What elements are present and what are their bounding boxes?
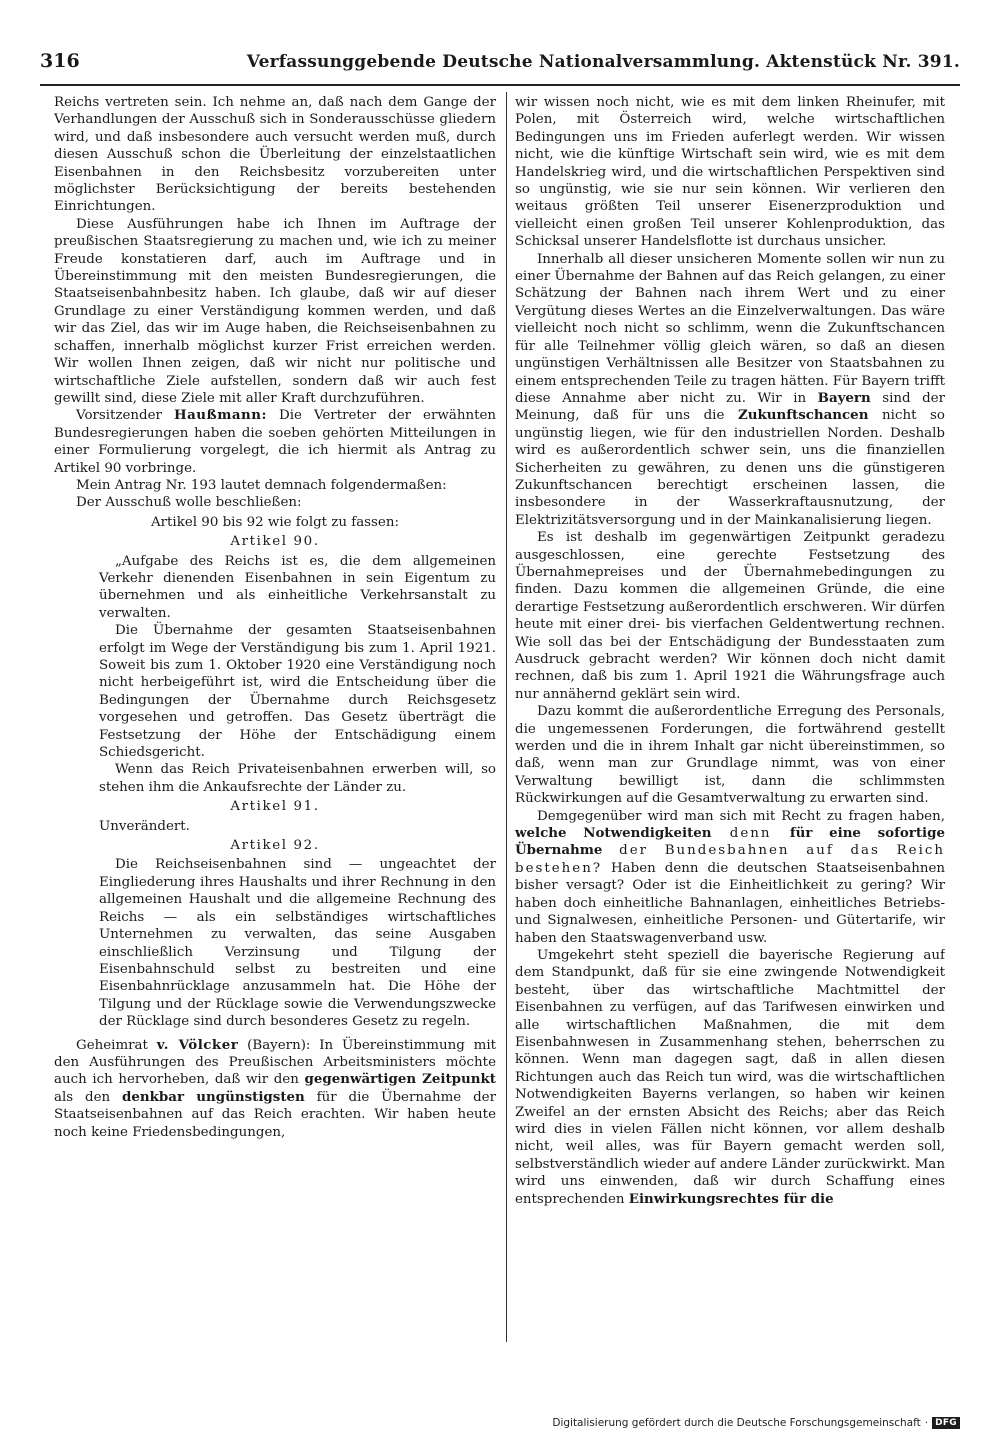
dfg-logo: DFG [932, 1417, 960, 1429]
page-header [40, 50, 960, 86]
text: Haben denn die deutschen Staatseisenbahnen bisher versagt? Oder ist die Einheitlichkeit zu gering? Wir haben doch einheitliche Bahnanlagen, einheitliches Betriebs- und Signalwesen, einheitliche Personen- und Gütertarife, wir haben den Staatswagenverband usw. [515, 860, 945, 946]
column-divider [506, 92, 507, 1342]
paragraph: Unverändert. [99, 818, 190, 834]
paragraph: Die Übernahme der gesamten Staatseisenbahnen erfolgt im Wege der Verständigung bis zum 1. April 1921. Soweit bis zum 1. Oktober 1920 eine Verständigung noch nicht herbeigeführt ist, wird die Entscheidung über die Bedingungen der Übernahme durch Reichsgesetz vorgesehen und getroffen. Das Gesetz überträgt die Festsetzung der Höhe der Entschädigung einem Schiedsgericht. [99, 623, 496, 761]
article-heading: Artikel 92. [230, 838, 320, 854]
paragraph: Die Reichseisenbahnen sind — ungeachtet der Eingliederung ihres Haushalts und ihrer Rechnung in den allgemeinen Haushalt und die allgemeine Rechnung des Reichs — als ein selbständiges wirtschaftliches Unternehmen zu verwalten, das seine Ausgaben einschließlich Verzinsung und Tilgung der Eisenbahnschuld selbst zu bestreiten und eine Eisenbahnrücklage anzusammeln hat. Die Höhe der Tilgung und der Rücklage sowie die Verwendungszwecke der Rücklage sind durch besonderes Gesetz zu regeln. [99, 857, 496, 1030]
paragraph [54, 1037, 496, 1141]
paragraph [515, 947, 945, 1208]
text: sind der Meinung, daß für uns die [515, 390, 945, 424]
paragraph: Reichs vertreten sein. Ich nehme an, daß nach dem Gange der Verhandlungen der Ausschuß sich in Sonderausschüsse gliedern wird, und daß insbesondere auch versucht werden muß, durch diesen Ausschuß schon die Überleitung der einzelstaatlichen Eisenbahnen in den Reichsbesitz vorzubereiten unter möglichster Berücksichtigung der bereits bestehenden Einrichtungen. [54, 95, 496, 215]
paragraph: Der Ausschuß wolle beschließen: [76, 495, 302, 511]
paragraph: „Aufgabe des Reichs ist es, die dem allgemeinen Verkehr dienenden Eisenbahnen in sein Eigentum zu übernehmen und als einheitliche Verkehrsanstalt zu verwalten. [99, 553, 496, 621]
footer-credit [552, 1416, 960, 1430]
page-number: 316 [40, 50, 80, 72]
paragraph: Es ist deshalb im gegenwärtigen Zeitpunkt geradezu ausgeschlossen, eine gerechte Festsetzung des Übernahmepreises und der Übernahmebedingungen zu finden. Dazu kommen die allgemeinen Gründe, die eine derartige Festsetzung außerordentlich erschweren. Wir dürfen heute mit einer drei- bis vierfachen Geldentwertung rechnen. Wie soll das bei der Entschädigung der Bundesstaaten zum Ausdruck gebracht werden? Wir können doch nicht damit rechnen, daß bis zum 1. April 1921 die Währungsfrage auch nur annähernd geklärt sein wird. [515, 530, 945, 702]
running-title: Verfassunggebende Deutsche Nationalversammlung. Aktenstück Nr. 391. [246, 52, 960, 72]
emphasis: für eine sofortige Übernahme [515, 825, 945, 859]
text: Vorsitzender [76, 408, 174, 424]
text: Demgegenüber wird man sich mit Recht zu fragen haben, [537, 808, 945, 824]
footer-text: Digitalisierung gefördert durch die Deutsche Forschungsgemeinschaft [552, 1417, 921, 1429]
text: für die Übernahme der Staatseisenbahnen auf das Reich erachten. Wir haben heute noch keine Friedensbedingungen, [54, 1089, 496, 1140]
text: Geheimrat [76, 1037, 157, 1053]
article-text [99, 818, 496, 835]
emphasis: denkbar ungünstigsten [122, 1088, 305, 1105]
text: Innerhalb all dieser unsicheren Momente sollen wir nun zu einer Übernahme der Bahnen auf das Reich gelangen, zu einer Schätzung der Bahnen nach ihrem Wert und zu einer Vergütung dieses Wertes an die Einzelverwaltungen. Das wäre vielleicht noch nicht so schlimm, wenn die Zukunftschancen für alle Teilnehmer völlig gleich wären, so daß an diesen ungünstigen Verhältnissen alle Besitzer von Staatsbahnen zu einem entsprechenden Teile zu tragen hätten. Für Bayern trifft diese Annahme aber nicht zu. Wir in [515, 251, 945, 406]
article-heading: Artikel 90. [230, 534, 320, 550]
article-text [99, 856, 496, 1030]
paragraph: wir wissen noch nicht, wie es mit dem linken Rheinufer, mit Polen, mit Österreich wird, welche wirtschaftlichen Bedingungen uns im Frieden auferlegt werden. Wir wissen nicht, wie die künftige Wirtschaft sein wird, wie es mit dem Handelskrieg wird, und die wirtschaftlichen Perspektiven sind so ungünstig, wie sie nur sein können. Wir verlieren den weitaus größten Teil unserer Eisenerzproduktion und vielleicht einen großen Teil unserer Kohlenproduktion, das Schicksal unserer Handelsflotte ist durchaus unsicher. [515, 95, 945, 250]
paragraph: Diese Ausführungen habe ich Ihnen im Auftrage der preußischen Staatsregierung zu machen und, wie ich zu meiner Freude konstatieren darf, auch im Auftrage und in Übereinstimmung mit den meisten Bundesregierungen, die Staatseisenbahnbesitz haben. Ich glaube, daß wir auf dieser Grundlage zu einer Verständigung kommen werden, und daß wir das Ziel, das wir im Auge haben, die Reichseisenbahnen zu schaffen, innerhalb möglichst kurzer Frist erreichen werden. Wir wollen Ihnen zeigen, daß wir nicht nur politische und wirtschaftliche Ziele aufstellen, sondern daß wir auch fest gewillt sind, diese Ziele mit aller Kraft durchzuführen. [54, 216, 496, 406]
left-column [54, 94, 496, 1339]
text: Die Vertreter der erwähnten Bundesregierungen haben die soeben gehörten Mitteilungen in einer Formulierung vorgelegt, die ich hiermit als Antrag zu Artikel 90 vorbringe. [54, 408, 496, 476]
emphasis: Einwirkungsrechtes für die [628, 1190, 834, 1207]
speaker-name: v. Völcker [156, 1036, 239, 1053]
paragraph [515, 808, 945, 947]
article-heading: Artikel 91. [230, 799, 320, 815]
text: nicht so ungünstig liegen, wie für den industriellen Norden. Deshalb wird es außerordentlich schwer sein, uns die finanziellen Sicherheiten zu gewähren, zu denen uns die günstigeren Zukunftschancen berechtigt erscheinen lassen, die insbesondere in der Wasserkraftausnutzung, der Elektrizitätsversorgung und in der Mainkanalisierung liegen. [515, 408, 945, 528]
paragraph: Mein Antrag Nr. 193 lautet demnach folgendermaßen: [76, 477, 447, 493]
text: als den [54, 1089, 123, 1105]
text: denn [711, 826, 790, 842]
paragraph: Artikel 90 bis 92 wie folgt zu fassen: [150, 514, 399, 530]
text: (Bayern): In Übereinstimmung mit den Ausführungen des Preußischen Arbeitsministers möchte auch ich hervorheben, daß wir den [54, 1037, 496, 1088]
emphasis: Bayern [817, 389, 871, 406]
text: der Bundesbahnen auf das Reich bestehen? [515, 843, 945, 876]
paragraph [515, 251, 945, 530]
separator: · [924, 1417, 929, 1429]
article-text [99, 553, 496, 797]
paragraph [54, 407, 496, 477]
text: Umgekehrt steht speziell die bayerische Regierung auf dem Standpunkt, daß für sie eine zwingende Notwendigkeit besteht, über das wirtschaftliche Machtmittel der Eisenbahnen zu verfügen, auf das Tarifwesen einwirken und alle wirtschaftlichen Maßnahmen, die mit dem Eisenbahnwesen in Zusammenhang stehen, beherrschen zu können. Wenn man dagegen sagt, daß in allen diesen Richtungen auch das Reich tun wird, was die wirtschaftlichen Notwendigkeiten Bayerns verlangen, so haben wir keinen Zweifel an der ernsten Absicht des Reichs; aber das Reich wird dies in vielen Fällen nicht können, vor allem deshalb nicht, weil alles, was für Bayern gemacht werden soll, selbstverständlich wieder auf andere Länder zurückwirkt. Man wird uns einwenden, daß wir durch Schaffung eines entsprechenden [515, 947, 945, 1207]
right-column [515, 94, 945, 1339]
emphasis: Zukunftschancen [737, 407, 869, 424]
emphasis: welche Notwendigkeiten [515, 825, 712, 842]
emphasis: gegenwärtigen Zeitpunkt [304, 1071, 496, 1088]
paragraph: Dazu kommt die außerordentliche Erregung des Personals, die ungemessenen Forderungen, die fortwährend gestellt werden und die in ihrem Inhalt gar nicht übereinstimmen, so daß, wenn man zur Grundlage nimmt, was von einer Verwaltung bewilligt ist, dann die schlimmsten Rückwirkungen auf die Gesamtverwaltung zu erwarten sind. [515, 704, 945, 807]
paragraph: Wenn das Reich Privateisenbahnen erwerben will, so stehen ihm die Ankaufsrechte der Länder zu. [99, 762, 496, 795]
speaker-name: Haußmann: [173, 407, 267, 424]
